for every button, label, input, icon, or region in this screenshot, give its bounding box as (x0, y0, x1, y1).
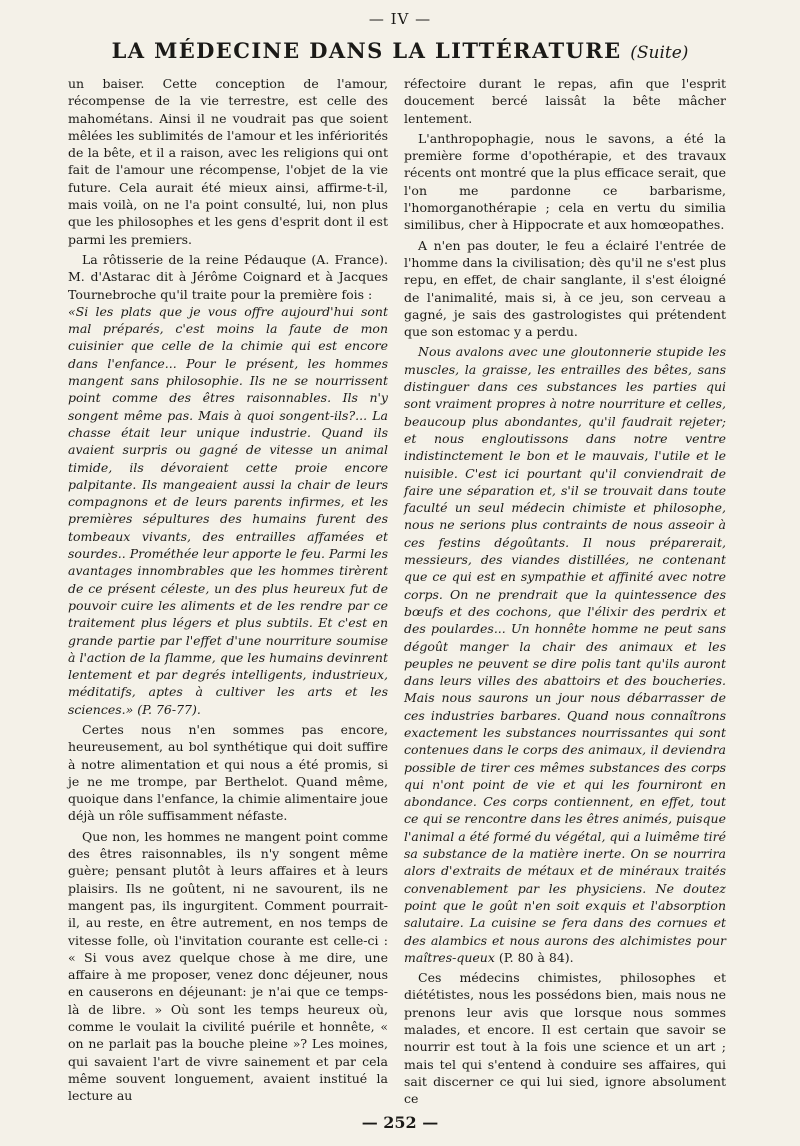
article-title (0, 38, 800, 63)
quoted-passage: «Si les plats que je vous offre aujourd'hui sont mal préparés, c'est moins la faute de mon cuisinier que celle de la chimie qui est encore dans l'enfance... Pour le présent, les hommes mangent sans philosophie. Ils ne se nourrissent point comme des êtres raisonnables. Ils n'y songent même pas. Mais à quoi songent-ils?... La chasse était leur unique industrie. Quand ils avaient surpris ou gagné de vitesse un animal timide, ils dévoraient cette proie encore palpitante. Ils mangeaient aussi la chair de leurs compagnons et de leurs parents infirmes, et les premières sépultures des humains furent des tombeaux vivants, des entrailles affamées et sourdes.. Prométhée leur apporte le feu. Parmi les avantages innombrables que les hommes tirèrent de ce présent céleste, un des plus heureux fut de pouvoir cuire les aliments et de les rendre par ce traitement plus légers et plus subtils. Et c'est en grande partie par l'effet d'une nourriture soumise à l'action de la flamme, que les humains devinrent lentement et par degrés intelligents, industrieux, méditatifs, aptes à cultiver les arts et les sciences.» (P. 76-77). (68, 303, 388, 717)
page-number: — 252 — (361, 1113, 439, 1132)
paragraph: Ces médecins chimistes, philosophes et diététistes, nous les possédons bien, mais nous ne prenons leur avis que lorsque nous sommes malades, et encore. Il est certain que savoir se nourrir est tout à la fois une science et un art ; mais tel qui s'entend à conduire ses affaires, qui sait discerner ce qui lui sied, ignore absolument ce (404, 970, 726, 1107)
paragraph: un baiser. Cette conception de l'amour, récompense de la vie terrestre, est celle des mahométans. Ainsi il ne voudrait pas que soient mêlées les sublimités de l'amour et les infériorités de la bête, et il a raison, avec les religions qui ont fait de l'amour une récompense, l'objet de la vie future. Cela aurait été mieux ainsi, affirme-t-il, mais voilà, on ne l'a point consulté, lui, non plus que les philosophes et les gens d'esprit dont il est parmi les premiers. (68, 76, 388, 247)
quoted-passage (404, 343, 726, 966)
roman-page-number: — IV — (368, 10, 432, 28)
paragraph: La rôtisserie de la reine Pédauque (A. France). M. d'Astarac dit à Jérôme Coignard et à Jacques Tournebroche qu'il traite pour la première fois : (68, 251, 388, 302)
paragraph: A n'en pas douter, le feu a éclairé l'entrée de l'homme dans la civilisation; dès qu'il ne s'est plus repu, en effet, de chair sanglante, il s'est éloigné de l'animalité, mais si, à ce jeu, son cerveau a gagné, je sais des gastrologistes qui prétendent que son estomac y a perdu. (404, 237, 726, 340)
article-title-text: LA MÉDECINE DANS LA LITTÉRATURE (111, 38, 622, 63)
paragraph: L'anthropophagie, nous le savons, a été la première forme d'opothérapie, et des travaux récents ont montré que la plus efficace serait, que l'on me pardonne ce barbarisme, l'homorganothérapie ; cela en vertu du similia similibus, cher à Hippocrate et aux homœopathes. (404, 130, 726, 233)
right-text-column (404, 75, 726, 1108)
paragraph: Que non, les hommes ne mangent point comme des êtres raisonnables, ils n'y songent même guère; pensant plutôt à leurs affaires et à leurs plaisirs. Ils ne goûtent, ni ne savourent, ils ne mangent pas, ils ingurgitent. Comment pourrait-il, au reste, en être autrement, en nos temps de vitesse folle, où l'invitation courante est celle-ci : « Si vous avez quelque chose à me dire, une affaire à me proposer, venez donc déjeuner, nous en causerons en déjeunant: je n'ai que ce temps-là de libre. » Où sont les temps heureux où, comme le voulait la civilité puérile et honnête, « on ne parlait pas la bouche pleine »? Les moines, qui savaient l'art de vivre sainement et par cela même souvent longuement, avaient institué la lecture au (68, 828, 388, 1104)
article-title-suffix: (Suite) (630, 43, 689, 63)
left-text-column (68, 75, 388, 1105)
paragraph: réfectoire durant le repas, afin que l'esprit doucement bercé laissât la bête mâcher lentement. (404, 76, 726, 126)
page-citation: (P. 80 à 84). (494, 949, 574, 965)
paragraph: Certes nous n'en sommes pas encore, heureusement, au bol synthétique qui doit suffire à notre alimentation et qui nous a été promis, si je ne me trompe, par Berthelot. Quand même, quoique dans l'enfance, la chimie alimentaire joue déjà un rôle suffisamment néfaste. (68, 721, 388, 824)
quoted-passage-text: Nous avalons avec une gloutonnerie stupide les muscles, la graisse, les entrailles des bêtes, sans distinguer dans ces substances les parties qui sont vraiment propres à notre nourriture et celles, beaucoup plus abondantes, qu'il faudrait rejeter; et nous engloutissons dans notre ventre indistinctement le bon et le mauvais, l'utile et le nuisible. C'est ici pourtant qu'il conviendrait de faire une séparation et, s'il se trouvait dans toute faculté un seul médecin chimiste et philosophe, nous ne serions plus contraints de nous asseoir à ces festins dégoûtants. Il nous préparerait, messieurs, des viandes distillées, ne contenant que ce qui est en sympathie et affinité avec notre corps. On ne prendrait que la quintessence des bœufs et des cochons, que l'élixir des perdrix et des poulardes... Un honnête homme ne peut sans dégoût manger la chair des animaux et les peuples ne peuvent se dire polis tant qu'ils auront dans leurs villes des abattoirs et des boucheries. Mais nous saurons un jour nous débarrasser de ces industries barbares. Quand nous connaîtrons exactement les substances nourrissantes qui sont contenues dans le corps des animaux, il deviendra possible de tirer ces mêmes substances des corps qui n'ont point de vie et qui les fourniront en abondance. Ces corps contiennent, en effet, tout ce qui se rencontre dans les êtres animés, puisque l'animal a été formé du végétal, qui a luimême tiré sa substance de la matière inerte. On se nourrira alors d'extraits de métaux et de minéraux traités convenablement par les physiciens. Ne doutez point que le goût n'en soit exquis et l'absorption salutaire. La cuisine se fera dans des cornues et des alambics et nous aurons des alchimistes pour maîtres-queux (404, 344, 726, 965)
